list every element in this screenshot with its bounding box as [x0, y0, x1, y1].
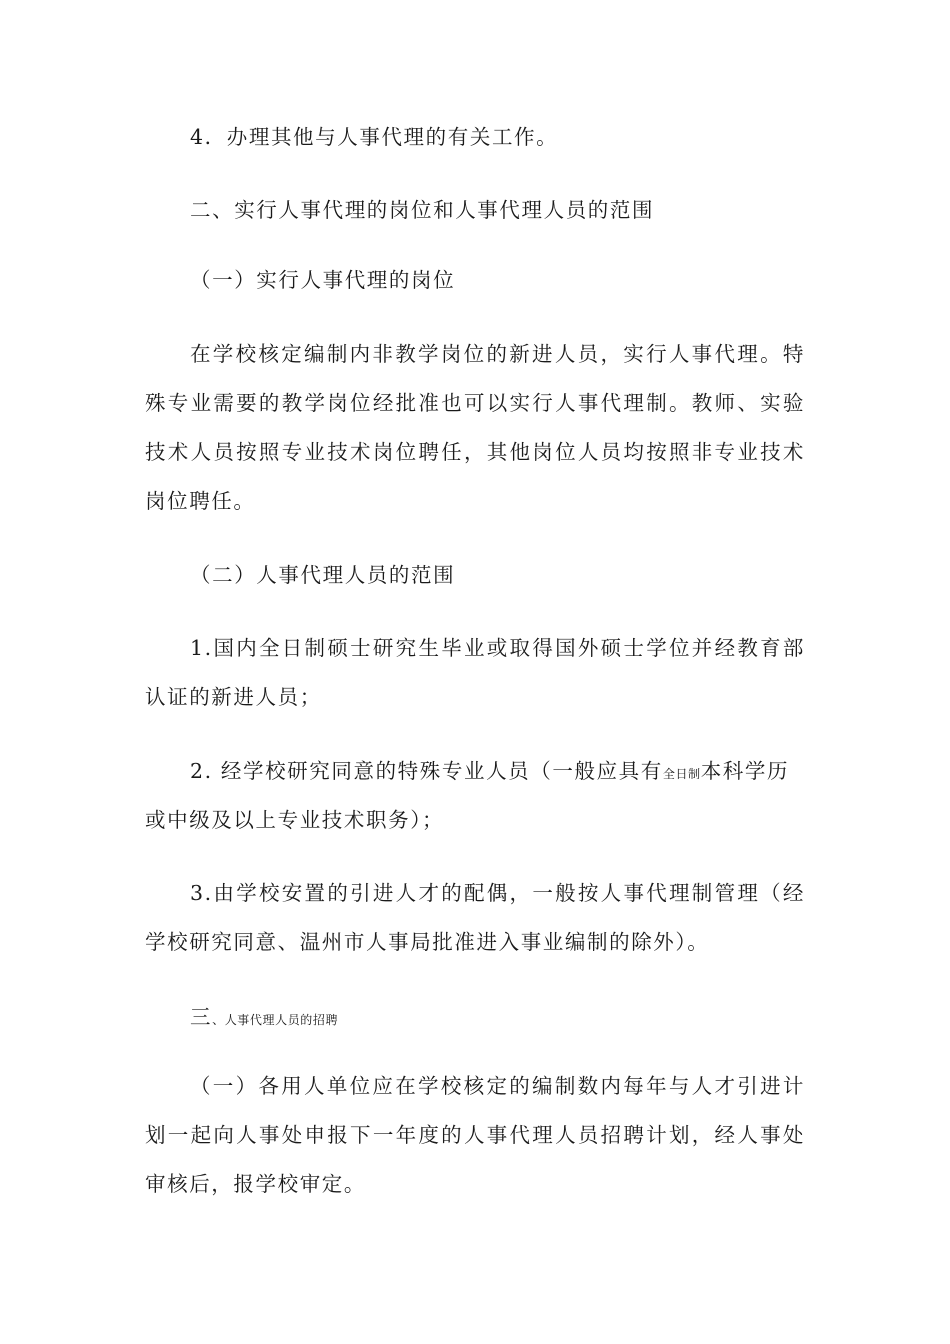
section-heading-2: 二、实行人事代理的岗位和人事代理人员的范围	[190, 198, 655, 222]
item2-text-b: 本科学历	[700, 759, 790, 783]
paragraph-line: 在学校核定编制内非教学岗位的新进人员，实行人事代理。特	[190, 342, 805, 366]
paragraph-line: 岗位聘任。	[145, 489, 256, 513]
item2-small-text: 全日制	[662, 767, 701, 781]
paragraph-line: 审核后，报学校审定。	[145, 1172, 366, 1196]
paragraph-line: 殊专业需要的教学岗位经批准也可以实行人事代理制。教师、实验	[145, 391, 805, 415]
list-item-line: 3.由学校安置的引进人才的配偶，一般按人事代理制管理（经	[190, 881, 805, 905]
subheading-2-2: （二）人事代理人员的范围	[190, 563, 456, 587]
paragraph-line: 划一起向人事处申报下一年度的人事代理人员招聘计划，经人事处	[145, 1123, 805, 1147]
list-item-line: 学校研究同意、温州市人事局批准进入事业编制的除外）。	[145, 930, 710, 954]
subheading-2-1: （一）实行人事代理的岗位	[190, 268, 456, 292]
paragraph-line: 技术人员按照专业技术岗位聘任，其他岗位人员均按照非专业技术	[145, 440, 805, 464]
paragraph-line: （一）各用人单位应在学校核定的编制数内每年与人才引进计	[190, 1074, 805, 1098]
heading-3-small-text: 、人事代理人员的招聘	[212, 1013, 339, 1027]
heading-3-prefix: 三	[190, 1005, 213, 1029]
list-item-line: 1.国内全日制硕士研究生毕业或取得国外硕士学位并经教育部	[190, 636, 805, 660]
list-item-line: 认证的新进人员；	[145, 685, 322, 709]
section-heading-3	[190, 1003, 805, 1034]
paragraph-item-4: 4．办理其他与人事代理的有关工作。	[190, 125, 559, 149]
list-item-line	[190, 757, 805, 788]
item2-text-a: 2. 经学校研究同意的特殊专业人员（一般应具有	[190, 759, 663, 783]
list-item-line: 或中级及以上专业技术职务）；	[145, 808, 445, 832]
